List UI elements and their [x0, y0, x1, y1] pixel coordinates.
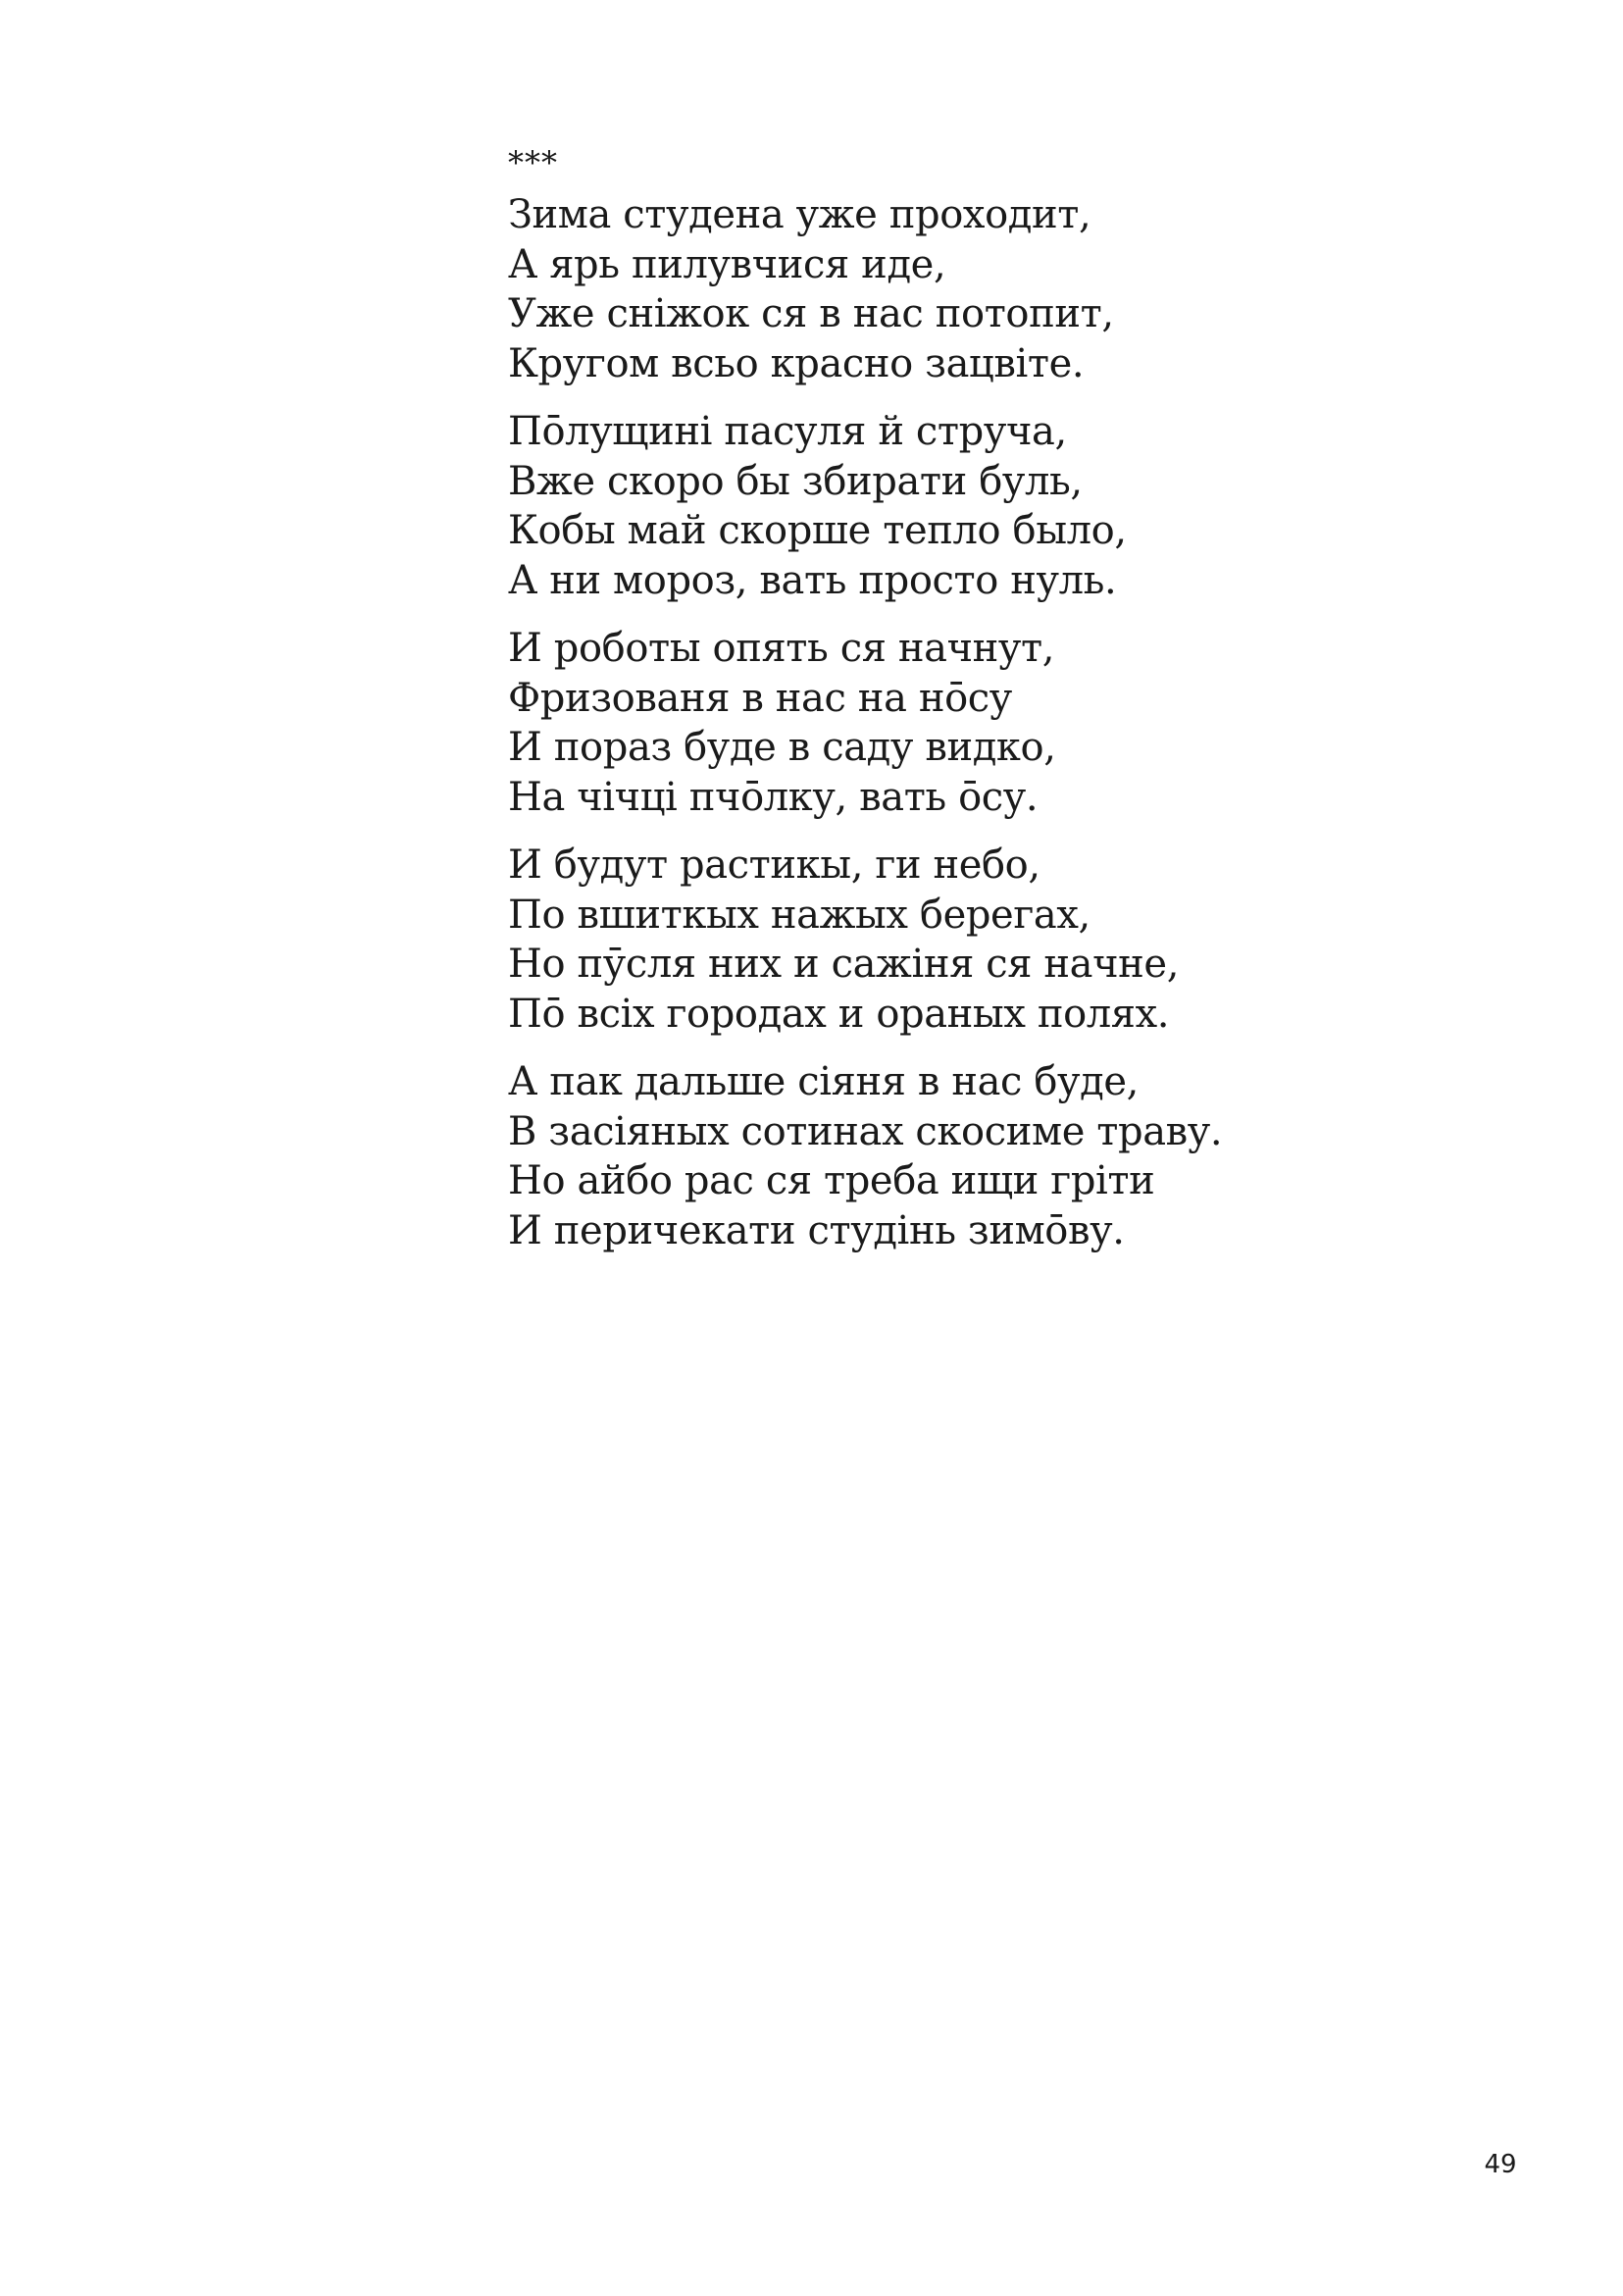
poem-line: И роботы опять ся начнут, [508, 626, 1055, 671]
poem-line: Вже скоро бы збирати буль, [508, 458, 1083, 504]
section-ornament: *** [508, 144, 558, 181]
poem-line: А ни мороз, вать просто нуль. [508, 557, 1117, 603]
poem-line: Уже сніжок ся в нас потопит, [508, 291, 1114, 336]
poem-line: Но пӯсля них и сажіня ся начне, [508, 942, 1180, 987]
poem-line: Фризованя в нас на нōсу [508, 675, 1012, 721]
poem-line: В засіяных сотинах скосиме траву. [508, 1108, 1223, 1154]
poem-line: А ярь пилувчися иде, [508, 241, 946, 287]
stanza-3 [508, 624, 1489, 822]
poem-line: По вшиткых нажых берегах, [508, 892, 1090, 938]
stanza-2 [508, 407, 1489, 605]
poem-line: А пак дальше сіяня в нас буде, [508, 1059, 1140, 1104]
poem-line: Но айбо рас ся треба ищи гріти [508, 1158, 1155, 1203]
stanza-1 [508, 190, 1489, 388]
stanza-5 [508, 1057, 1489, 1255]
poem-line: Пō всіх городах и ораных полях. [508, 991, 1170, 1037]
page-number: 49 [1484, 2150, 1517, 2179]
poem-line: И будут растикы, ги небо, [508, 842, 1040, 888]
poem-line: Кобы май скорше тепло было, [508, 508, 1127, 553]
stanza-4 [508, 841, 1489, 1039]
poem-line: Зима студена уже проходит, [508, 192, 1091, 237]
poem-line: Пōлущині пасуля й струча, [508, 409, 1067, 454]
poem-line: И пораз буде в саду видко, [508, 725, 1056, 770]
poem-line: На чічці пчōлку, вать ōсу. [508, 774, 1039, 820]
poem-line: И перичекати студінь зимōву. [508, 1207, 1125, 1253]
poem [508, 144, 1489, 1274]
poem-line: Кругом всьо красно зацвіте. [508, 340, 1085, 386]
